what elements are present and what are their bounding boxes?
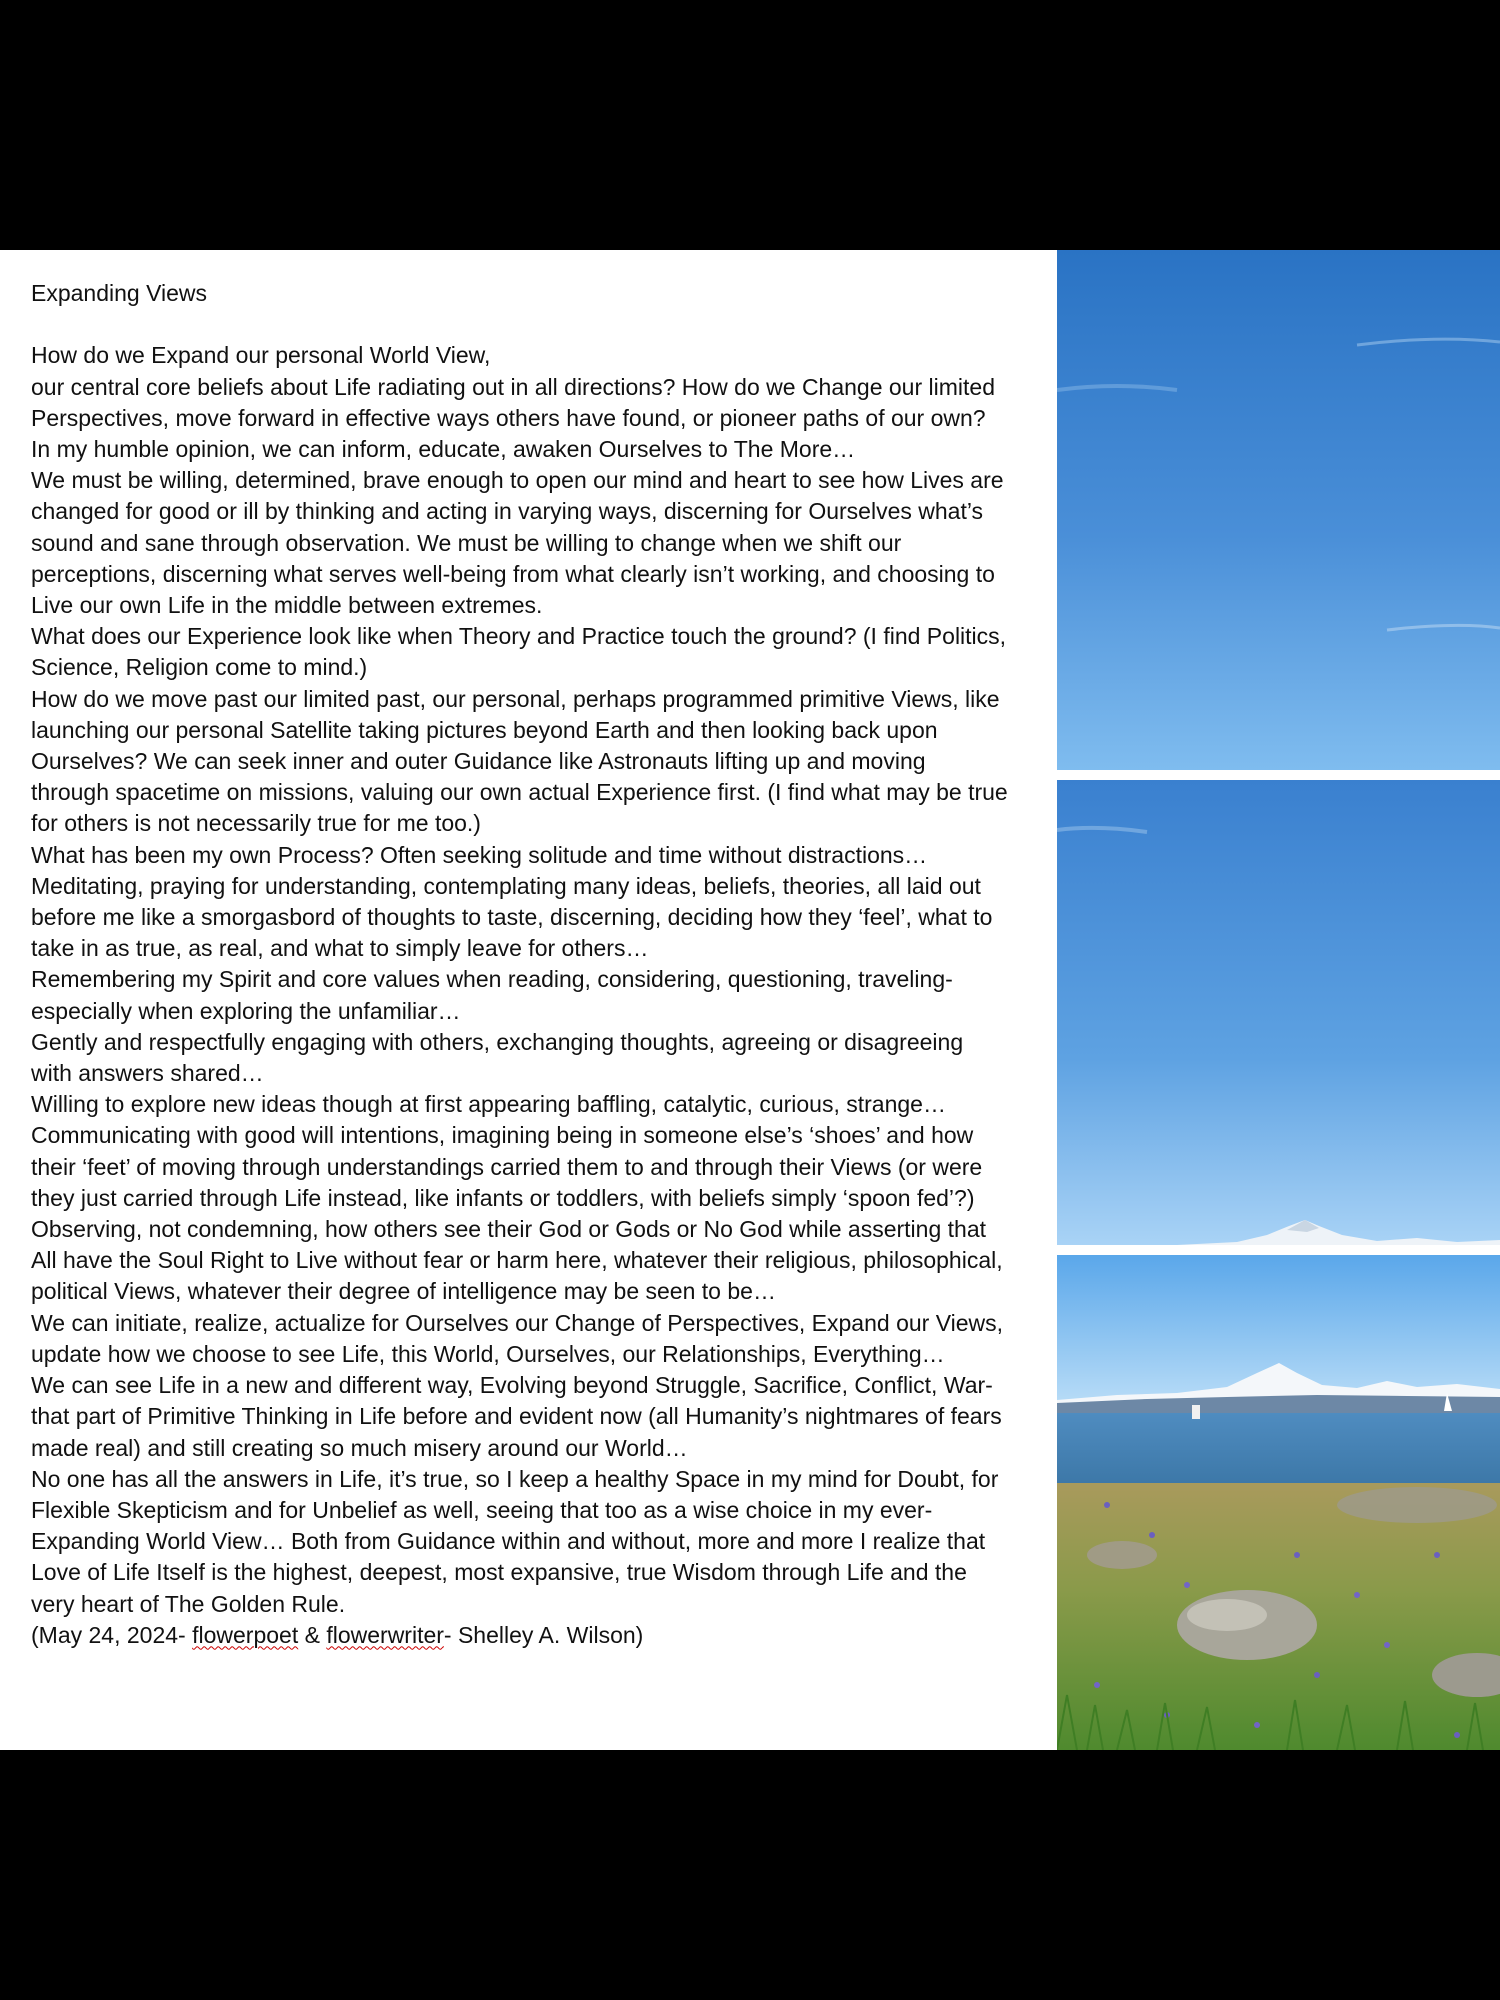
poem-paragraph: We can see Life in a new and different way, Evolving beyond Struggle, Sacrifice, Conflict, War- that part of Primitive Thinking in Life before and evident now (all Humanity’s nightmares of fears made real) and still creating so much misery around our World…	[31, 1372, 1002, 1461]
poem-paragraph: What has been my own Process? Often seeking solitude and time without distractions…	[31, 841, 928, 868]
poem-paragraph: Communicating with good will intentions, imagining being in someone else’s ‘shoes’ and how their ‘feet’ of moving through understandings carried them to and through their Views (or were they just carried through Life instead, like infants or toddlers, with beliefs simply ‘spoon fed’?)	[31, 1122, 983, 1211]
poem-paragraph: Willing to explore new ideas though at first appearing baffling, catalytic, curious, strange…	[31, 1091, 946, 1118]
poem-paragraph: Meditating, praying for understanding, contemplating many ideas, beliefs, theories, all laid out before me like a smorgasbord of thoughts to taste, discerning, deciding how they ‘feel’, what to take in as true, as real, and what to simply leave for others…	[31, 872, 993, 962]
seaside-meadow-photo	[1057, 1255, 1500, 1750]
poem-paragraph: How do we move past our limited past, our personal, perhaps programmed primitive Views, like launching our personal Satellite taking pictures beyond Earth and then looking back upon Ourselves? We can seek inner and outer Guidance like Astronauts lifting up and moving through spacetime on missions, valuing our own actual Experience first. (I find what may be true for others is not necessarily true for me too.)	[31, 685, 1008, 837]
letterbox-bottom	[0, 1750, 1500, 2000]
poem-paragraph: In my humble opinion, we can inform, educate, awaken Ourselves to The More…	[31, 436, 856, 462]
poem-paragraph: We can initiate, realize, actualize for Ourselves our Change of Perspectives, Expand our Views, update how we choose to see Life, this World, Ourselves, our Relationships, Everything…	[31, 1309, 1004, 1367]
sky-mountain-photo	[1057, 780, 1500, 1245]
poem-paragraph: How do we Expand our personal World View, our central core beliefs about Life radiating out in all directions? How do we Change our limited Perspectives, move forward in effective ways others have found, or pioneer paths of our own?	[31, 342, 995, 431]
signature-author: - Shelley A. Wilson)	[443, 1621, 644, 1648]
poem-text-column	[31, 278, 1051, 1651]
sky-photo-top	[1057, 250, 1500, 770]
poem-paragraph: What does our Experience look like when Theory and Practice touch the ground? (I find Politics, Science, Religion come to mind.)	[31, 623, 1007, 681]
document-page	[0, 250, 1500, 1750]
poem-paragraph: Observing, not condemning, how others see their God or Gods or No God while asserting that All have the Soul Right to Live without fear or harm here, whatever their religious, philosophical, political Views, whatever their degree of intelligence may be seen to be…	[31, 1216, 1003, 1305]
blank-line	[31, 309, 1051, 340]
spellcheck-word-flowerpoet[interactable]: flowerpoet	[192, 1621, 299, 1648]
poem-paragraph: Gently and respectfully engaging with others, exchanging thoughts, agreeing or disagreeing with answers shared…	[31, 1028, 964, 1087]
signature-date: (May 24, 2024-	[31, 1621, 193, 1648]
poem-paragraph: No one has all the answers in Life, it’s true, so I keep a healthy Space in my mind for Doubt, for Flexible Skepticism and for Unbelief as well, seeing that too as a wise choice in my ever- Expanding World View… Both from Guidance within and without, more and more I realize that Love of Life Itself is the highest, deepest, most expansive, true Wisdom through Life and the very heart of The Golden Rule.	[31, 1465, 999, 1617]
poem-paragraph: We must be willing, determined, brave enough to open our mind and heart to see how Lives are changed for good or ill by thinking and acting in varying ways, discerning for Ourselves what’s sound and sane through observation. We must be willing to change when we shift our perceptions, discerning what serves well-being from what clearly isn’t working, and choosing to Live our own Life in the middle between extremes.	[31, 467, 1004, 619]
signature-line	[31, 1620, 1051, 1651]
photo-column	[1057, 250, 1500, 1750]
poem-title: Expanding Views	[31, 280, 208, 306]
poem-paragraph: Remembering my Spirit and core values when reading, considering, questioning, traveling- especially when exploring the unfamiliar…	[31, 966, 953, 1024]
spellcheck-word-flowerwriter[interactable]: flowerwriter	[326, 1621, 444, 1648]
letterbox-top	[0, 0, 1500, 250]
signature-ampersand: &	[298, 1621, 327, 1648]
